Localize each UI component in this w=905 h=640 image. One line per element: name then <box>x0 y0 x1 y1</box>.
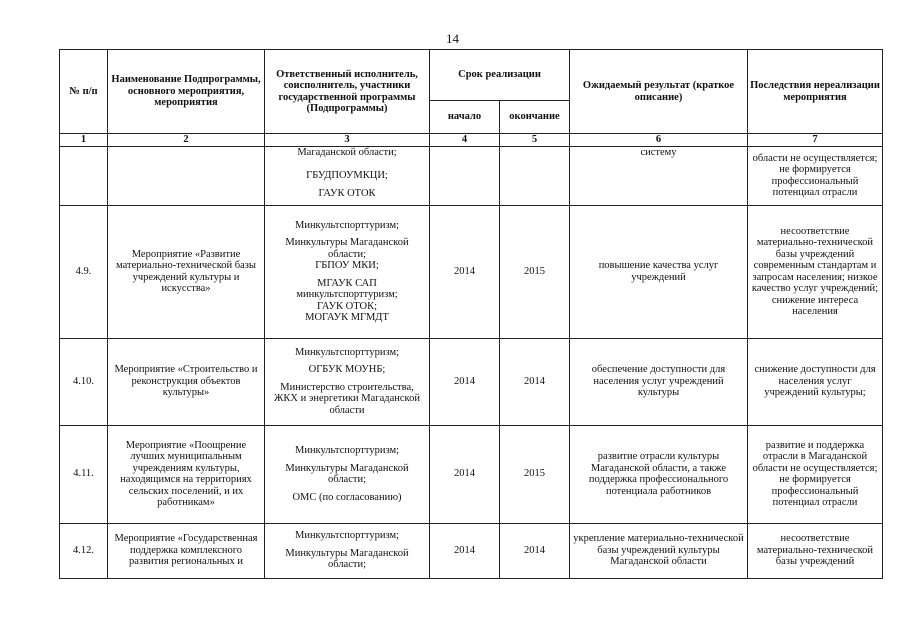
responsible-item: Минкультспорттуризм; <box>294 530 400 542</box>
responsible-item: Минкультуры Магаданской области; <box>285 237 409 260</box>
header-responsible: Ответственный исполнитель, соисполнитель, участники государственной программы (Подпрограммы) <box>265 50 430 134</box>
col-number: 4 <box>430 134 500 147</box>
row-consequences: несоответствие материально-технической базы учреждений современным стандартам и запросам населения; низкое качество услуг учреждений; снижение интереса населения <box>748 205 883 338</box>
responsible-item: ГБПОУ МКИ; <box>315 260 379 271</box>
responsible-item: Магаданской области; <box>297 146 397 158</box>
responsible-item: ГБУДПОУМКЦИ; <box>306 170 388 181</box>
row-start: 2014 <box>430 205 500 338</box>
responsible-item: Минкультспорттуризм; <box>294 445 400 456</box>
row-end: 2015 <box>500 425 570 523</box>
col-number: 5 <box>500 134 570 147</box>
table-row <box>60 205 883 338</box>
row-result: развитие отрасли культуры Магаданской области, а также поддержка профессионального потенциала работников <box>570 425 748 523</box>
row-num: 4.11. <box>60 425 108 523</box>
col-number: 7 <box>748 134 883 147</box>
header-num: № п/п <box>60 50 108 134</box>
row-start: 2014 <box>430 523 500 578</box>
col-number: 2 <box>108 134 265 147</box>
responsible-item: МГАУК САП минкультспорттуризм; <box>296 277 398 300</box>
row-start: 2014 <box>430 338 500 425</box>
col-number: 1 <box>60 134 108 147</box>
row-end: 2014 <box>500 338 570 425</box>
row-responsible <box>265 338 430 425</box>
row-result: повышение качества услуг учреждений <box>570 205 748 338</box>
responsible-item: ГАУК ОТОК; <box>316 300 377 312</box>
responsible-item: ОМС (по согласованию) <box>292 491 402 503</box>
responsible-item: Минкультспорттуризм; <box>294 346 400 358</box>
responsible-item: Минкультуры Магаданской области; <box>285 547 409 571</box>
row-responsible <box>265 146 430 205</box>
page-number: 14 <box>446 31 459 46</box>
row-responsible <box>265 425 430 523</box>
row-name: Мероприятие «Развитие материально-технической базы учреждений культуры и искусства» <box>108 205 265 338</box>
table-row <box>60 146 883 205</box>
col-number: 6 <box>570 134 748 147</box>
header-result: Ожидаемый результат (краткое описание) <box>570 50 748 134</box>
header-name: Наименование Подпрограммы, основного мероприятия, мероприятия <box>108 50 265 134</box>
header-consequences: Последствия нереализации мероприятия <box>748 50 883 134</box>
row-consequences: развитие и поддержка отрасли в Магаданской области не осуществляется; не формируется профессиональный потенциал отрасли <box>748 425 883 523</box>
row-result: укрепление материально-технической базы учреждений культуры Магаданской области <box>570 523 748 578</box>
row-end: 2015 <box>500 205 570 338</box>
responsible-item: Министерство строительства, ЖКХ и энергетики Магаданской области <box>274 381 420 416</box>
header-end: окончание <box>500 101 570 134</box>
row-num <box>60 146 108 205</box>
responsible-item: ОГБУК МОУНБ; <box>308 364 386 376</box>
table-row <box>60 523 883 578</box>
row-consequences: несоответствие материально-технической базы учреждений <box>748 523 883 578</box>
responsible-item: ГАУК ОТОК <box>318 187 376 199</box>
row-result: систему <box>570 146 748 205</box>
row-result: обеспечение доступности для населения услуг учреждений культуры <box>570 338 748 425</box>
row-end: 2014 <box>500 523 570 578</box>
responsible-item: Минкультуры Магаданской области; <box>285 462 409 485</box>
row-name <box>108 146 265 205</box>
row-name: Мероприятие «Государственная поддержка комплексного развития региональных и <box>108 523 265 578</box>
row-consequences: области не осуществляется; не формируется профессиональный потенциал отрасли <box>748 146 883 205</box>
row-end <box>500 146 570 205</box>
row-start <box>430 146 500 205</box>
row-num: 4.9. <box>60 205 108 338</box>
table-row <box>60 425 883 523</box>
row-start: 2014 <box>430 425 500 523</box>
row-num: 4.10. <box>60 338 108 425</box>
table-row <box>60 338 883 425</box>
responsible-item: Минкультспорттуризм; <box>294 219 400 231</box>
header-start: начало <box>430 101 500 134</box>
row-responsible <box>265 523 430 578</box>
row-name: Мероприятие «Поощрение лучших муниципальным учреждениям культуры, находящимся на территориях сельских поселений, и их работникам» <box>108 425 265 523</box>
header-period: Срок реализации <box>430 50 570 101</box>
row-consequences: снижение доступности для населения услуг учреждений культуры; <box>748 338 883 425</box>
events-table <box>59 49 883 579</box>
responsible-item: МОГАУК МГМДТ <box>305 312 389 323</box>
row-name: Мероприятие «Строительство и реконструкция объектов культуры» <box>108 338 265 425</box>
col-number: 3 <box>265 134 430 147</box>
row-num: 4.12. <box>60 523 108 578</box>
row-responsible <box>265 205 430 338</box>
